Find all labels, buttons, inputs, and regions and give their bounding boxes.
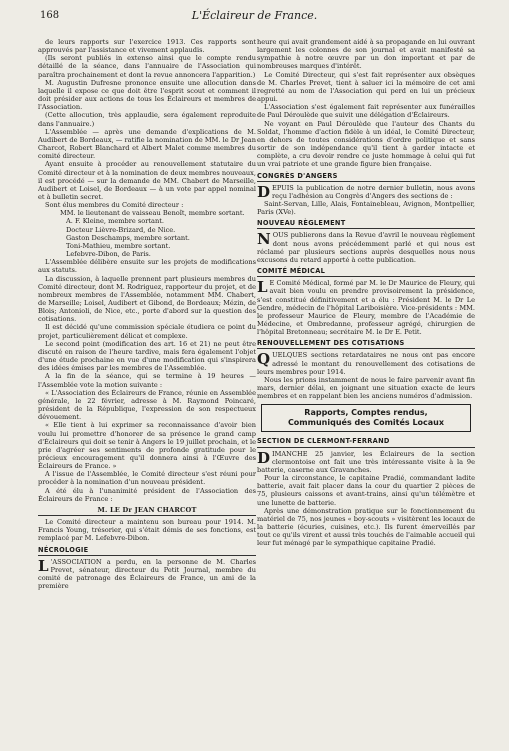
box-line: Communiqués des Comités Locaux xyxy=(287,418,445,428)
angers-heading: CONGRÈS D'ANGERS xyxy=(257,172,475,182)
paragraph: Ne voyant en Paul Déroulède que l'auteur des Chants du Soldat, l'homme d'action fidèle à un idéal, le Comité Directeur, en dehors de toutes considérations d'ordre politique et sans sortir de son indépendance qu'il tient à garder intacte et complète, a cru devoir rendre ce juste hommage à celui qui fut un vrai patriote et une grande figure bien française. xyxy=(257,119,475,169)
charcot-heading: M. LE Dr JEAN CHARCOT xyxy=(38,506,256,516)
paragraph: L'Assemblée délibère ensuite sur les projets de modifications aux statuts. xyxy=(38,258,256,275)
reglement-heading: NOUVEAU RÈGLEMENT xyxy=(257,219,475,229)
paragraph: Nous les prions instamment de nous le faire parvenir avant fin mars, dernier délai, en joignant une situation exacte de leurs membres et en rappelant bien les anciens numéros d'admission. xyxy=(257,375,475,401)
drop-cap: D xyxy=(257,448,271,467)
elected-member: A. F. Kleine, membre sortant. xyxy=(66,217,164,226)
clermont-heading: SECTION DE CLERMONT-FERRAND xyxy=(257,437,475,447)
paragraph: de leurs rapports sur l'exercice 1913. Ces rapports sont approuvés par l'assistance et vivement applaudis. xyxy=(38,38,256,55)
paragraph: L'Assemblée — après une demande d'explications de M. Audibert de Bordeaux, — ratifie la nomination de MM. le Dr Jean Charcot, Robert Blanchard et Albert Malet comme membres du comité directeur. xyxy=(38,127,256,161)
paragraph: QUELQUES sections retardataires ne nous ont pas encore adressé le montant du renouvellement des cotisations de leurs membres pour 1914. xyxy=(257,350,475,376)
elected-member: Lefebvre-Dibon, de Paris. xyxy=(66,250,151,259)
running-header xyxy=(0,10,509,26)
paragraph: Le second point (modification des art. 16 et 21) ne peut être discuté en raison de l'heure tardive, mais fera également l'objet d'une étude prochaine en vue d'une modification qui s'inspirera des idées émises par les membres de l'Assemblée. xyxy=(38,339,256,373)
right-column xyxy=(257,38,475,743)
paragraph: La discussion, à laquelle prennent part plusieurs membres du Comité directeur, dont M. Rodriguez, rapporteur du projet, et de nombreux membres de l'Assemblée, notamment MM. Chabert, de Marseille; Loisel, Audibert et Gibond, de Bordeaux; Mézin, de Blois; Antonioli, de Nice, etc., porte d'abord sur la question des cotisations. xyxy=(38,274,256,324)
elected-member: MM. le lieutenant de vaisseau Benoît, membre sortant. xyxy=(60,209,245,218)
paragraph: L'Association s'est également fait représenter aux funérailles de Paul Déroulède que suivit une délégation d'Éclaireurs. xyxy=(257,103,475,120)
paragraph: A été élu à l'unanimité président de l'Association des Éclaireurs de France : xyxy=(38,486,256,503)
paragraph: Le Comité Directeur, qui s'est fait représenter aux obsèques de M. Charles Prevet, tient à saluer ici la mémoire de cet ami regretté au nom de l'Association qui perd en lui un précieux appui. xyxy=(257,70,475,104)
necrologie-heading: NÉCROLOGIE xyxy=(38,546,256,556)
motion-quote: « Elle tient à lui exprimer sa reconnaissance d'avoir bien voulu lui promettre d'honorer de sa présence le grand camp d'Éclaireurs qui doit se tenir à Angers le 19 juillet prochain, et le prie d'agréer ses sentiments de profonde gratitude pour le précieux encouragement qu'il donnera ainsi à l'Œuvre des Éclaireurs de France. » xyxy=(38,421,256,471)
motion-quote: « L'Association des Éclaireurs de France, réunie en Assemblée générale, le 22 février, adresse à M. Raymond Poincaré, président de la République, l'expression de son respectueux dévouement. xyxy=(38,388,256,422)
drop-cap: L xyxy=(38,556,49,575)
paragraph: (Cette allocution, très applaudie, sera également reproduite dans l'annuaire.) xyxy=(38,111,256,128)
paragraph: Saint-Servan, Lille, Alais, Fontainebleau, Avignon, Montpellier, Paris (XVe). xyxy=(257,199,475,217)
medical-heading: COMITÉ MÉDICAL xyxy=(257,267,475,277)
paragraph: L 'ASSOCIATION a perdu, en la personne de M. Charles Prevet, sénateur, directeur du Petit Journal, membre du comité de patronage des Éclaireurs de France, un ami de la première xyxy=(38,556,256,591)
paragraph: L E Comité Médical, formé par M. le Dr Maurice de Fleury, qui avait bien voulu en prendre provisoirement la présidence, s'est constitué définitivement et a élu : Président M. le Dr Le Gendre, médecin de l'hôpital Lariboisière. Vice-présidents : MM. le professeur Maurice de Fleury, membre de l'Académie de Médecine, et Ombredanne, professeur agrégé, chirurgien de l'hôpital Bretonneau; secrétaire M. le Dr E. Petit. xyxy=(257,278,475,337)
paragraph: DIMANCHE 25 janvier, les Éclaireurs de la section clermontoise ont fait une très intéressante visite à la 9e batterie, caserne aux Gravanches. xyxy=(257,448,475,474)
cotisations-heading: RENOUVELLEMENT DES COTISATIONS xyxy=(257,339,475,349)
paragraph: M. Augustin Dufresne prononce ensuite une allocution dans laquelle il expose ce que doit être l'esprit scout et comment il doit présider aux actions de tous les Éclaireurs et membres de l'Association. xyxy=(38,78,256,112)
paragraph: Sont élus membres du Comité directeur : xyxy=(45,201,184,210)
paragraph: heure qui avait grandement aidé à sa propagande en lui ouvrant largement les colonnes de son journal et avait manifesté sa sympathie à notre œuvre par un don important et par de nombreuses marques d'intérêt. xyxy=(257,38,475,71)
drop-cap: D xyxy=(257,182,271,201)
drop-cap: N xyxy=(257,230,271,249)
paragraph: Le Comité directeur a maintenu son bureau pour 1914. M. Francis Young, trésorier, qui s'était démis de ses fonctions, est remplacé par M. Lefebvre-Dibon. xyxy=(38,518,256,543)
drop-cap: Q xyxy=(257,350,271,369)
elected-member: Docteur Lièvre-Brizard, de Nice. xyxy=(66,225,176,234)
left-column xyxy=(38,38,256,743)
page-number: 168 xyxy=(40,10,60,21)
elected-member: Gaston Deschamps, membre sortant. xyxy=(66,233,190,242)
paragraph: DEPUIS la publication de notre dernier bulletin, nous avons reçu l'adhésion au Congrès d'Angers des sections de : xyxy=(257,182,475,201)
paragraph: A la fin de la séance, qui se termine à 19 heures — l'Assemblée vote la motion suivante : xyxy=(38,372,256,389)
paragraph: Après une démonstration pratique sur le fonctionnement du matériel de 75, nos jeunes « boy-scouts » visitèrent les locaux de la batterie (écuries, cuisines, etc.). Ils furent émerveillés par tout ce qu'ils virent et aussi très touchés de l'aimable accueil qui leur fut ménagé par le sympathique capitaine Pradié. xyxy=(257,506,475,548)
paragraph: A l'issue de l'Assemblée, le Comité directeur s'est réuni pour procéder à la nomination d'un nouveau président. xyxy=(38,470,256,487)
elected-member: Toni-Mathieu, membre sortant. xyxy=(66,241,171,250)
paragraph: Il est décidé qu'une commission spéciale étudiera ce point du projet, particulièrement délicat et complexe. xyxy=(38,323,256,340)
section-title-box xyxy=(261,404,471,432)
paragraph: NOUS publierons dans la Revue d'avril le nouveau règlement dont nous avons précédemment parlé et qui nous est réclamé par plusieurs sections auprès desquelles nous nous excusons du retard apporté à cette publication. xyxy=(257,230,475,264)
drop-cap: L xyxy=(257,278,268,297)
box-line: Rapports, Comptes rendus, xyxy=(304,408,428,418)
running-title: L'Éclaireur de France. xyxy=(191,9,318,22)
paragraph: Pour la circonstance, le capitaine Pradié, commandant ladite batterie, avait fait placer dans la cour du quartier 2 pièces de 75, plusieurs caissons et avant-trains, ainsi qu'un télémètre et une lunette de batterie. xyxy=(257,474,475,507)
paragraph: Ayant ensuite à procéder au renouvellement statutaire du Comité directeur et à la nomination de deux membres nouveaux, il est procédé — sur la demande de MM. Chabert de Marseille, Audibert et Loisel, de Bordeaux — à un vote par appel nominal et à bulletin secret. xyxy=(38,160,256,201)
paragraph: (Ils seront publiés in extenso ainsi que le compte rendu détaillé de la séance, dans l'annuaire de l'Association qui paraîtra prochainement et dont la revue annoncera l'apparition.) xyxy=(38,54,256,79)
